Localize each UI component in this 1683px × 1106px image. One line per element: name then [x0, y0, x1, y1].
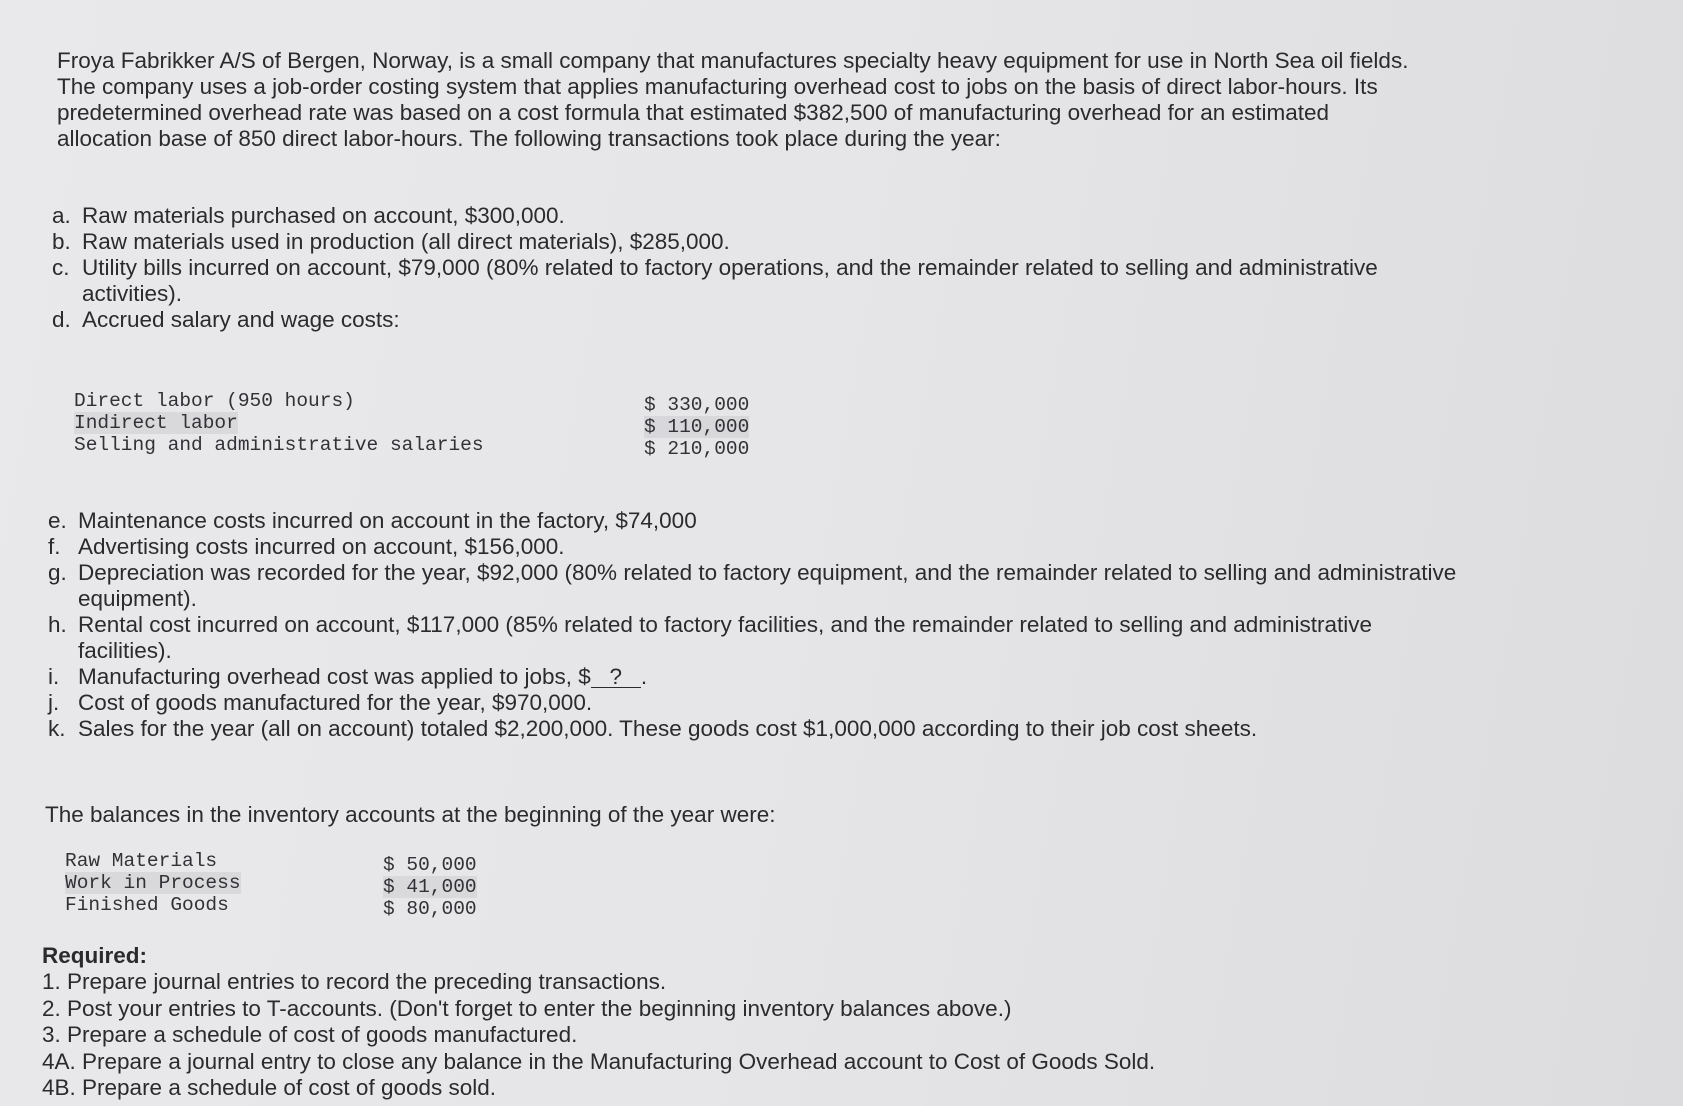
item-text: Sales for the year (all on account) totaled $2,200,000. These goods cost $1,000,000 according to their job cost sheets.: [78, 716, 1258, 741]
transaction-item: [48, 508, 1458, 534]
item-marker: g.: [48, 560, 67, 585]
transaction-item: [48, 534, 1458, 560]
transaction-item: [52, 255, 1462, 307]
transactions-list-e-k: [48, 508, 1458, 742]
item-text: Cost of goods manufactured for the year, $970,000.: [78, 690, 593, 715]
row-amount: $ 80,000: [383, 898, 477, 920]
row-label: Indirect labor: [74, 412, 238, 434]
item-marker: f.: [48, 534, 61, 559]
required-heading: Required:: [42, 943, 148, 968]
item-text: Utility bills incurred on account, $79,000 (80% related to factory operations, and the remainder related to selling and administrative activities).: [82, 255, 1378, 306]
row-label: Finished Goods: [65, 894, 229, 916]
item-text: Raw materials used in production (all direct materials), $285,000.: [82, 229, 730, 254]
required-list: [42, 969, 1442, 1102]
transaction-item: [52, 203, 1462, 229]
item-marker: i.: [48, 664, 60, 689]
answer-blank: ?: [591, 667, 641, 688]
row-label: Selling and administrative salaries: [74, 434, 484, 456]
transaction-item: [48, 716, 1458, 742]
row-amount: $ 210,000: [644, 438, 750, 460]
item-marker: d.: [52, 307, 71, 332]
item-text: Maintenance costs incurred on account in the factory, $74,000: [78, 508, 697, 533]
row-amount: $ 50,000: [383, 854, 477, 876]
item-text: Raw materials purchased on account, $300,000.: [82, 203, 565, 228]
balances-intro: The balances in the inventory accounts at the beginning of the year were:: [45, 802, 776, 827]
item-text: Accrued salary and wage costs:: [82, 307, 400, 332]
row-amount: $ 330,000: [644, 394, 750, 416]
problem-intro: Froya Fabrikker A/S of Bergen, Norway, is a small company that manufactures specialty heavy equipment for use in North Sea oil fields. The company uses a job-order costing system that applies manufacturing overhead cost to jobs on the basis of direct labor-hours. Its predetermined overhead rate was based on a cost formula that estimated $382,500 of manufacturing overhead for an estimated allocation base of 850 direct labor-hours. The following transactions took place during the year:: [57, 48, 1409, 151]
transaction-item: [48, 664, 1458, 690]
item-suffix: .: [640, 664, 648, 689]
transaction-item: [52, 229, 1462, 255]
transaction-item: [48, 612, 1458, 664]
item-marker: j.: [48, 690, 60, 715]
row-label: Raw Materials: [65, 850, 218, 872]
row-amount: $ 110,000: [644, 416, 750, 438]
required-section: [42, 943, 1442, 1102]
row-amount: $ 41,000: [383, 876, 477, 898]
item-text: Advertising costs incurred on account, $156,000.: [78, 534, 565, 559]
transaction-item: [48, 560, 1458, 612]
transaction-item: [52, 307, 1462, 333]
required-item: 2. Post your entries to T-accounts. (Don't forget to enter the beginning inventory balances above.): [42, 995, 1012, 1021]
item-marker: k.: [48, 716, 66, 741]
required-item: 4B. Prepare a schedule of cost of goods sold.: [42, 1075, 497, 1100]
item-marker: e.: [48, 508, 67, 533]
transaction-item: [48, 690, 1458, 716]
transactions-list-a-d: [52, 203, 1462, 333]
row-label: Work in Process: [65, 872, 241, 894]
item-marker: b.: [52, 229, 71, 254]
item-text: Manufacturing overhead cost was applied to jobs, $: [78, 664, 591, 689]
item-marker: h.: [48, 612, 67, 637]
required-item: 3. Prepare a schedule of cost of goods manufactured.: [42, 1022, 578, 1047]
required-item: 1. Prepare journal entries to record the preceding transactions.: [42, 969, 667, 994]
item-text: Rental cost incurred on account, $117,000 (85% related to factory facilities, and the remainder related to selling and administrative facilities).: [78, 612, 1373, 663]
required-item: 4A. Prepare a journal entry to close any balance in the Manufacturing Overhead account to Cost of Goods Sold.: [42, 1048, 1156, 1074]
item-text: Depreciation was recorded for the year, $92,000 (80% related to factory equipment, and the remainder related to selling and administrative equipment).: [78, 560, 1457, 611]
row-label: Direct labor (950 hours): [74, 390, 355, 412]
item-marker: a.: [52, 203, 71, 228]
item-marker: c.: [52, 255, 70, 280]
